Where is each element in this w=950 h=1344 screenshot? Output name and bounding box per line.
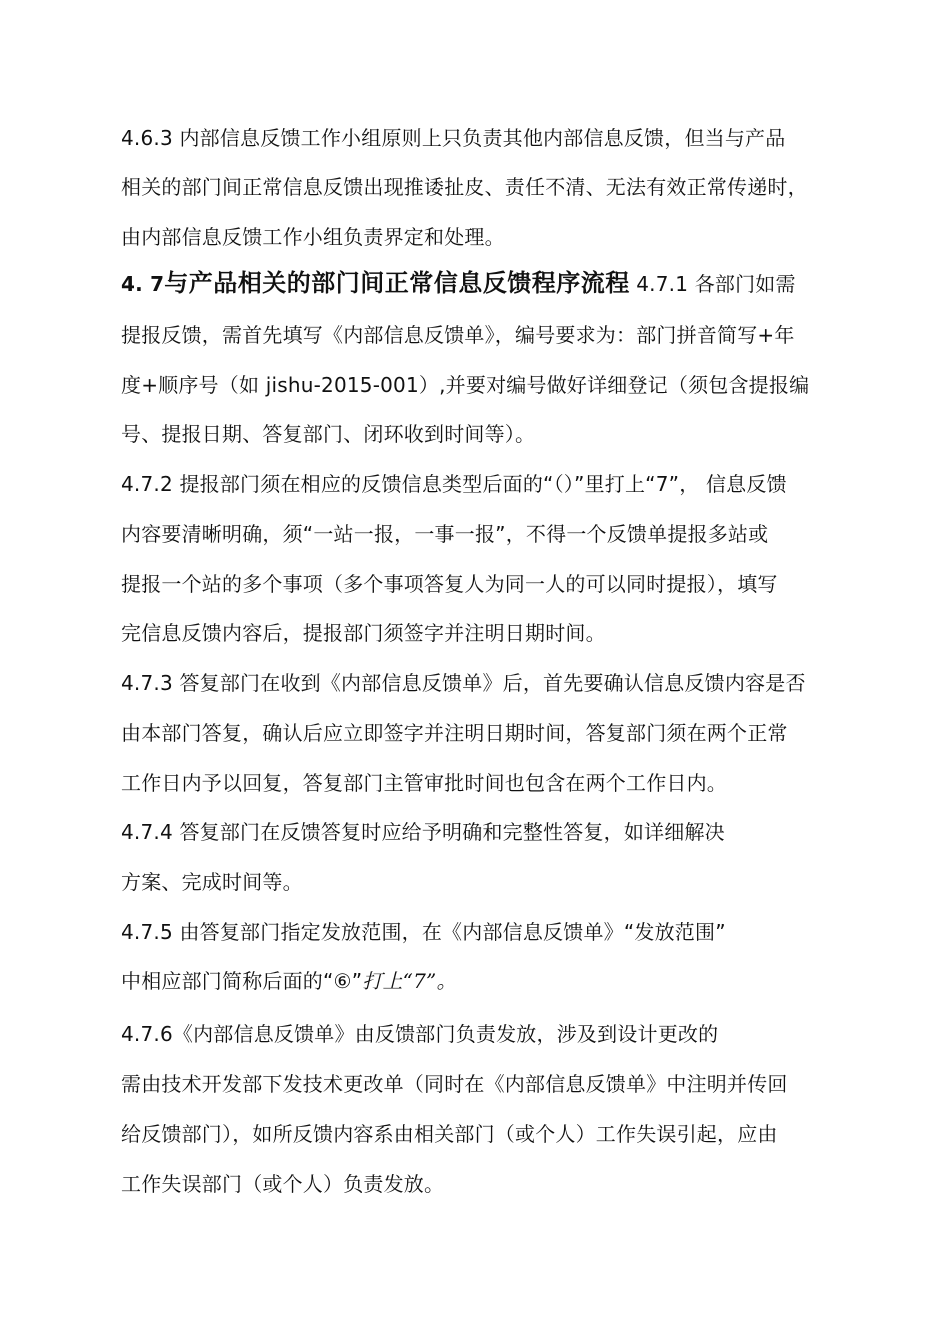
paragraph-4-7-3-line-1: 4.7.3 答复部门在收到《内部信息反馈单》后，首先要确认信息反馈内容是否 bbox=[121, 671, 806, 695]
paragraph-4-7-5-line-2-tail: 打上“7”。 bbox=[362, 969, 457, 993]
section-4-7-heading-line bbox=[121, 270, 796, 297]
paragraph-4-7-4-line-1: 4.7.4 答复部门在反馈答复时应给予明确和完整性答复，如详细解决 bbox=[121, 820, 725, 844]
paragraph-4-7-6-line-1: 4.7.6《内部信息反馈单》由反馈部门负责发放，涉及到设计更改的 bbox=[121, 1022, 719, 1046]
paragraph-4-7-6-line-3: 给反馈部门），如所反馈内容系由相关部门（或个人）工作失误引起，应由 bbox=[121, 1122, 778, 1146]
section-number: 4. 7 bbox=[121, 272, 165, 296]
paragraph-4-7-2-line-3: 提报一个站的多个事项（多个事项答复人为同一人的可以同时提报），填写 bbox=[121, 572, 778, 596]
paragraph-4-7-6-line-4: 工作失误部门（或个人）负责发放。 bbox=[121, 1172, 445, 1196]
paragraph-4-7-2-line-1: 4.7.2 提报部门须在相应的反馈信息类型后面的“（）”里打上“7”， 信息反馈 bbox=[121, 472, 787, 496]
paragraph-4-7-5-line-2-main: 中相应部门简称后面的“⑥” bbox=[121, 969, 363, 993]
paragraph-4-7-6-line-2: 需由技术开发部下发技术更改单（同时在《内部信息反馈单》中注明并传回 bbox=[121, 1072, 788, 1096]
paragraph-4-7-3-line-3: 工作日内予以回复，答复部门主管审批时间也包含在两个工作日内。 bbox=[121, 771, 727, 795]
paragraph-4-7-1-start: 4.7.1 各部门如需 bbox=[629, 272, 796, 296]
paragraph-4-7-5-line-1: 4.7.5 由答复部门指定发放范围，在《内部信息反馈单》“发放范围” bbox=[121, 920, 726, 944]
paragraph-4-6-3-line-1: 4.6.3 内部信息反馈工作小组原则上只负责其他内部信息反馈，但当与产品 bbox=[121, 126, 786, 150]
paragraph-4-7-2-line-4: 完信息反馈内容后，提报部门须签字并注明日期时间。 bbox=[121, 621, 606, 645]
paragraph-4-7-3-line-2: 由本部门答复，确认后应立即签字并注明日期时间，答复部门须在两个正常 bbox=[121, 721, 788, 745]
paragraph-4-6-3-line-3: 由内部信息反馈工作小组负责界定和处理。 bbox=[121, 225, 505, 249]
paragraph-4-7-1-line-2: 提报反馈，需首先填写《内部信息反馈单》，编号要求为：部门拼音简写+年 bbox=[121, 323, 795, 347]
paragraph-4-6-3-line-2: 相关的部门间正常信息反馈出现推诿扯皮、责任不清、无法有效正常传递时， bbox=[121, 175, 808, 199]
paragraph-4-7-5-line-2 bbox=[121, 968, 457, 994]
paragraph-4-7-2-line-2: 内容要清晰明确，须“一站一报，一事一报”，不得一个反馈单提报多站或 bbox=[121, 522, 769, 546]
paragraph-4-7-4-line-2: 方案、完成时间等。 bbox=[121, 870, 303, 894]
paragraph-4-7-1-line-4: 号、提报日期、答复部门、闭环收到时间等）。 bbox=[121, 422, 536, 446]
section-heading: 与产品相关的部门间正常信息反馈程序流程 bbox=[164, 269, 630, 297]
paragraph-4-7-1-line-3: 度+顺序号（如 jishu-2015-001）,并要对编号做好详细登记（须包含提报编 bbox=[121, 373, 810, 397]
